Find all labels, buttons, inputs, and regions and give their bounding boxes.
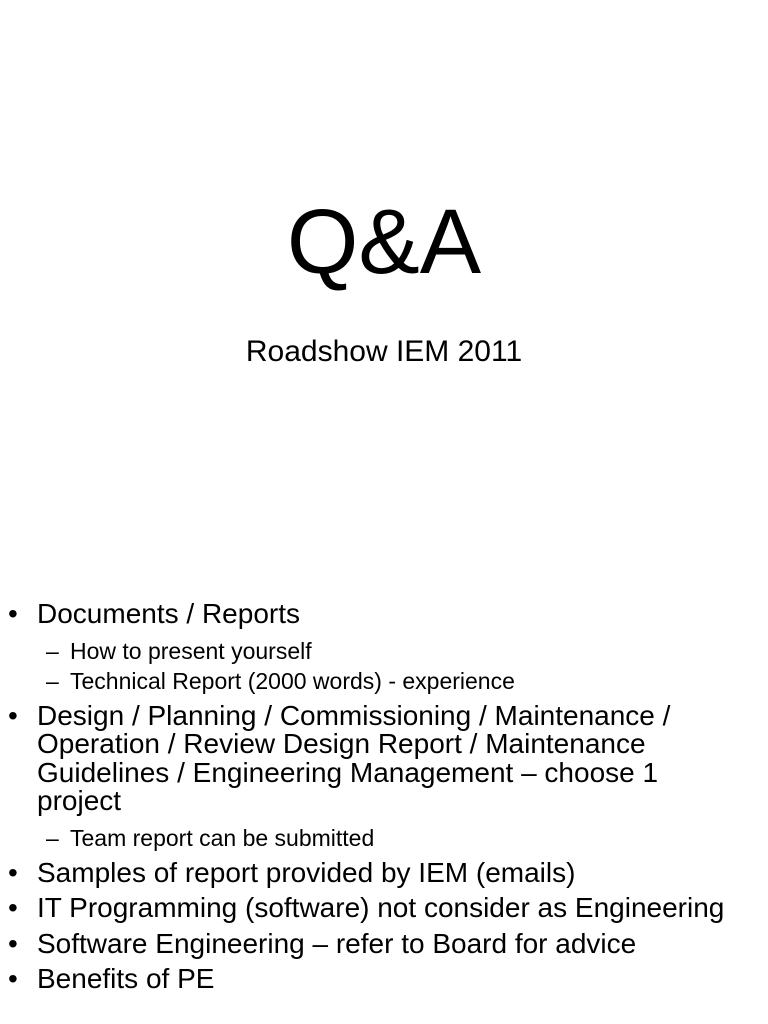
bullet-text: Samples of report provided by IEM (emails) <box>37 856 576 888</box>
bullet-text: IT Programming (software) not consider as Engineering <box>37 892 725 923</box>
sub-bullet-item <box>0 666 768 696</box>
bullet-text: Design / Planning / Commissioning / Maintenance / Operation / Review Design Report / Maintenance Guidelines / Engineering Management – choose 1 project <box>37 699 671 816</box>
sub-bullet-item <box>0 823 768 853</box>
bullet-item <box>0 600 768 629</box>
sub-bullet-item <box>0 636 768 666</box>
bullet-marker: • <box>8 892 18 923</box>
bullet-text: Benefits of PE <box>37 963 215 994</box>
bullet-list <box>0 600 768 1001</box>
bullet-item <box>0 699 768 816</box>
bullet-text: Software Engineering – refer to Board for advice <box>37 927 637 959</box>
bullet-item <box>0 965 768 994</box>
slide-subtitle: Roadshow IEM 2011 <box>245 335 523 368</box>
bullet-marker: • <box>8 598 18 629</box>
sub-bullet-text: Team report can be submitted <box>70 824 375 851</box>
bullet-marker: • <box>8 699 18 731</box>
dash-marker: – <box>46 667 59 694</box>
slide-title: Q&A <box>286 191 482 293</box>
bullet-item <box>0 856 768 888</box>
sub-bullet-text: How to present yourself <box>70 637 312 664</box>
bullet-marker: • <box>8 856 18 888</box>
bullet-marker: • <box>8 927 18 959</box>
dash-marker: – <box>46 637 59 664</box>
dash-marker: – <box>46 824 59 851</box>
bullet-item <box>0 927 768 959</box>
bullet-text: Documents / Reports <box>37 598 300 629</box>
sub-bullet-text: Technical Report (2000 words) - experience <box>70 667 515 694</box>
bullet-marker: • <box>8 963 18 994</box>
bullet-item <box>0 894 768 923</box>
